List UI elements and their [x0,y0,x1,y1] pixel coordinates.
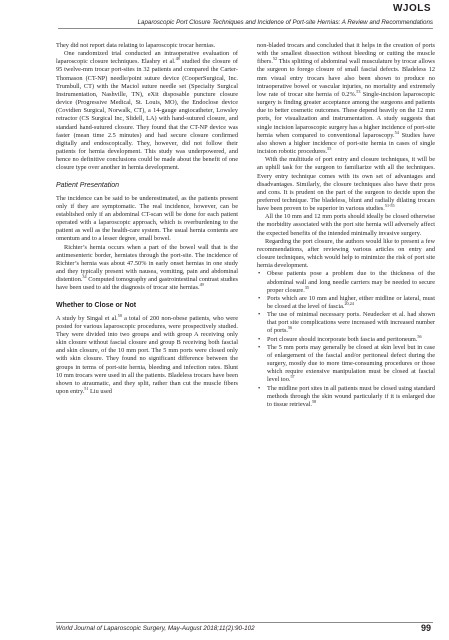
journal-brand: WJOLS [392,3,431,14]
left-column [56,42,238,396]
paragraph: All the 10 mm and 12 mm ports should ideally be closed otherwise the morbidity associated with the port site hernia will adversely affect the expected benefits of the intended minimally invasive surgery. [257,213,435,237]
citation: 55 [327,145,332,151]
list-item: • The use of minimal necessary ports. Neudecker et al. had shown that port site complications were increased with increased number of ports.$^{56}$ [267,311,435,335]
citation: 58 [311,398,317,404]
footer-journal-citation: World Journal of Laparoscopic Surgery, May-August 2018;11(2):90-102 [56,625,255,632]
citation: 35 [304,284,309,290]
section-heading-whether-to-close: Whether to Close or Not [56,301,137,309]
citation: 34 [82,274,87,280]
list-item: • The 5 mm ports may generally be closed at skin level but in case of enlargement of the fascial and/or peritoneal defect during the surgery, mostly due to more time-consuming procedures or those which require extensive manipulation must be closed at fascial level too.$^{57}$ [267,344,435,385]
paragraph: With the multitude of port entry and closure techniques, it will be an uphill task for the surgeon to familiarize with all the techniques. Every entry technique comes with its own set of advantages and disadvantages. Similarly, the closure techniques also have their pros and cons. It is prudent on the part of the surgeon to decide upon the preferred technique. The bladeless, blunt and radially dilating trocars have been proven to be superior in various studies.$^{51-55}$ [257,156,435,213]
list-item: • The midline port sites in all patients must be closed using standard methods through the skin wound particularly if it is enlarged due to tissue retrieval.$^{58}$ [267,385,435,409]
citation: 56 [417,333,422,339]
header-divider [58,28,433,29]
citation: 54 [394,129,399,135]
citation: 51-55 [384,203,395,209]
list-item: • Ports which are 10 mm and higher, either midline or lateral, must be closed at the level of fascia.$^{20,24}$ [267,295,435,311]
recommendation-list [257,270,435,409]
footer-divider [56,622,433,623]
page-header [0,0,449,26]
citation: 57 [290,374,295,380]
citation: 53 [356,88,361,94]
list-item: • Obese patients pose a problem due to the thickness of the abdominal wall and long needle carriers may be needed to secure proper closure.$^{35}$ [267,270,435,294]
paragraph: One randomized trial conducted an intraoperative evaluation of laparoscopic closure techniques. Elashry et al.$^{48}$ studied the closure of 95 twelve-mm trocar port-sites in 32 patients and compared the Carter-Thomason (CT-NP) needle/point suture device (CooperSurgical, Inc. Trumbull, CT) with the Maciol suture needle set (Specialty Surgical Instrumentation, Nashville, TN), eXit disposable puncture closure device (Progressive Medical, St. Louis, MO), the Endoclose device (Covidien Surgical, Norwalk, CT), a 14-gauge angiocatheter, Lowsley retractor (CS Surgical Inc, Slidell, LA) with hand-sutured closure, and standard hand-sutured closure. They found that the CT-NP device was faster (mean time 2.5 minutes) and had secure closure confirmed digitally and endoscopically. They, however, did not follow their patients for hernia development. This study was underpowered, and hence no definitive conclusions could be made about the benefit of one closure type over another in hernia development. [56,50,239,172]
paragraph: non-bladed trocars and concluded that it helps in the creation of ports with the smallest dissection without bleeding or cutting the muscle fibers.$^{52}$ This splitting of abdominal wall musculature by trocar allows the surgeon to forego closure of small fascial defects. Bladeless 12 mm visual entry trocars have also been shown to produce no intraoperative bowel or vascular injuries, no mortality and extremely low rate of trocar site hernia of 0.2%.$^{53}$ Single-incision laparoscopic surgery is finding greater acceptance among the surgeons and patients due to better cosmetic outcomes. These depend heavily on the 12 mm ports, for visualization and instrumentation. A study suggests that single incision laparoscopic surgery has a higher incidence of port-site hernia when compared to conventional laparoscopy.$^{54}$ Studies have also shown a higher incidence of port-site hernia in cases of single incision robotic procedures.$^{55}$ [257,42,435,156]
citation: 50 [117,312,122,318]
citation: 49 [199,282,204,288]
page-number: 99 [420,623,431,633]
citation: 51 [84,386,89,391]
paragraph: They did not report data relating to laparoscopic trocar hernias. [56,42,216,49]
paragraph: A study by Singal et al.$^{50}$ a total of 200 non-obese patients, who were posted for various laparoscopic procedures, were prospectively studied. They were divided into two groups and with group A receiving only skin closure without fascial closure and group B receiving both fascial and skin closure, of the 10 mm port. The 5 mm ports were closed only with skin closure. They found no significant difference between the groups in terms of port-site hernia, bleeding and infection rates. Blunt 10 mm trocars were used in all the patients. Bladeless trocars have been shown to atraumatic, and they split, rather than cut the muscle fibers upon entry.$^{51}$ Liu used [56,312,238,396]
citation: 52 [272,56,278,62]
citation: 48 [175,56,180,62]
right-column [257,42,435,409]
citation: 56 [288,325,293,331]
list-item: • Port closure should incorporate both fascia and peritoneum.$^{56}$ [267,336,435,344]
paragraph: Regarding the port closure, the authors would like to present a few recommendations, after reviewing various articles on entry and closure techniques, which would help to minimize the risk of port site hernia development. [257,237,435,270]
citation: 20,24 [344,300,354,306]
paragraph: Richter’s hernia occurs when a part of the bowel wall that is the antimesenteric border, herniates through the port-site. The incidence of Richter’s hernia was about 47.50% in early onset hernias in one study and they typically present with nausea, vomiting, pain and abdominal distention.$^{34}$ Computed tomography and gastrointestinal contrast studies have been used to aid the diagnosis of trocar site hernias.$^{49}$ [56,243,238,292]
section-heading-patient-presentation: Patient Presentation [56,181,120,189]
running-title: Laparoscopic Port Closure Techniques and Incidence of Port-site Hernias: A Review and Recommendations [137,19,433,26]
paragraph: The incidence can be said to be underestimated, as the patients present only if they are symptomatic. The real incidence, however, can be established only if an abdominal CT-scan will be done for each patient operated with a laparoscopic approach, which is overburdening to the patient as well as the health-care system. The usual hernia contents are omentum and to a lesser degree, small bowel. [56,194,238,243]
